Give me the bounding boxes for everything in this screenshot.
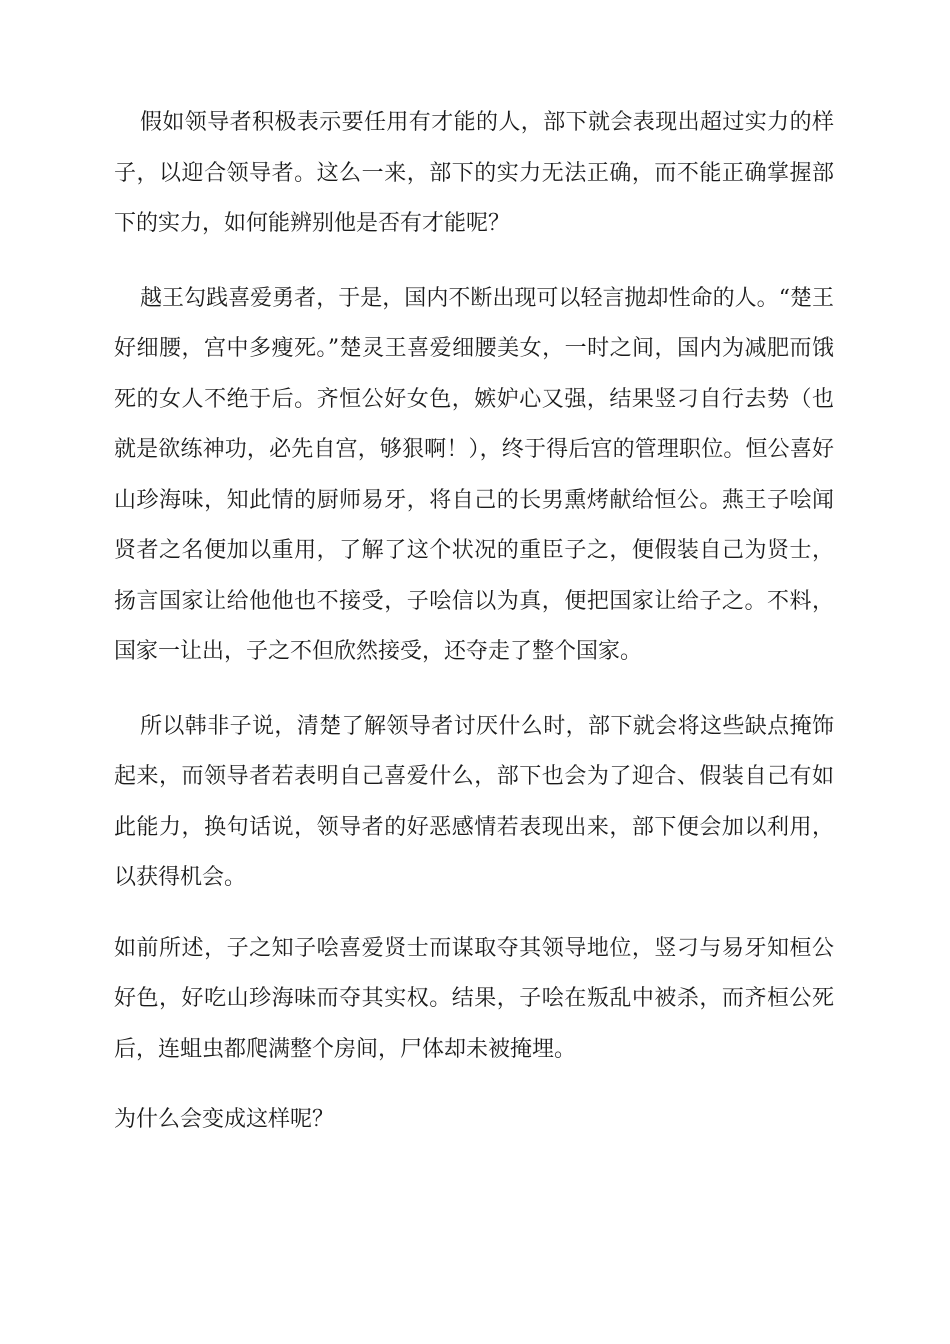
paragraph-2: 越王勾践喜爱勇者，于是，国内不断出现可以轻言抛却性命的人。“楚王好细腰，宫中多瘦死。”楚灵王喜爱细腰美女，一时之间，国内为减肥而饿死的女人不绝于后。齐恒公好女色，嫉妒心又强，结果竖刁自行去势（也就是欲练神功，必先自宫，够狠啊！），终于得后宫的管理职位。恒公喜好山珍海味，知此情的厨师易牙，将自己的长男熏烤献给恒公。燕王子哙闻贤者之名便加以重用，了解了这个状况的重臣子之，便假装自己为贤士，扬言国家让给他他也不接受，子哙信以为真，便把国家让给子之。不料，国家一让出，子之不但欣然接受，还夺走了整个国家。 xyxy=(114,285,834,664)
paragraph-1: 假如领导者积极表示要任用有才能的人，部下就会表现出超过实力的样子，以迎合领导者。这么一来，部下的实力无法正确，而不能正确掌握部下的实力，如何能辨别他是否有才能呢？ xyxy=(114,110,834,236)
paragraph-4: 如前所述，子之知子哙喜爱贤士而谋取夺其领导地位，竖刁与易牙知桓公好色，好吃山珍海味而夺其实权。结果，子哙在叛乱中被杀，而齐桓公死后，连蛆虫都爬满整个房间，尸体却未被掩埋。 xyxy=(114,935,834,1062)
paragraph-5: 为什么会变成这样呢？ xyxy=(114,1107,335,1132)
document-body xyxy=(114,98,834,1146)
paragraph-3: 所以韩非子说，清楚了解领导者讨厌什么时，部下就会将这些缺点掩饰起来，而领导者若表明自己喜爱什么，部下也会为了迎合、假装自己有如此能力，换句话说，领导者的好恶感情若表现出来，部下便会加以利用，以获得机会。 xyxy=(114,713,834,890)
